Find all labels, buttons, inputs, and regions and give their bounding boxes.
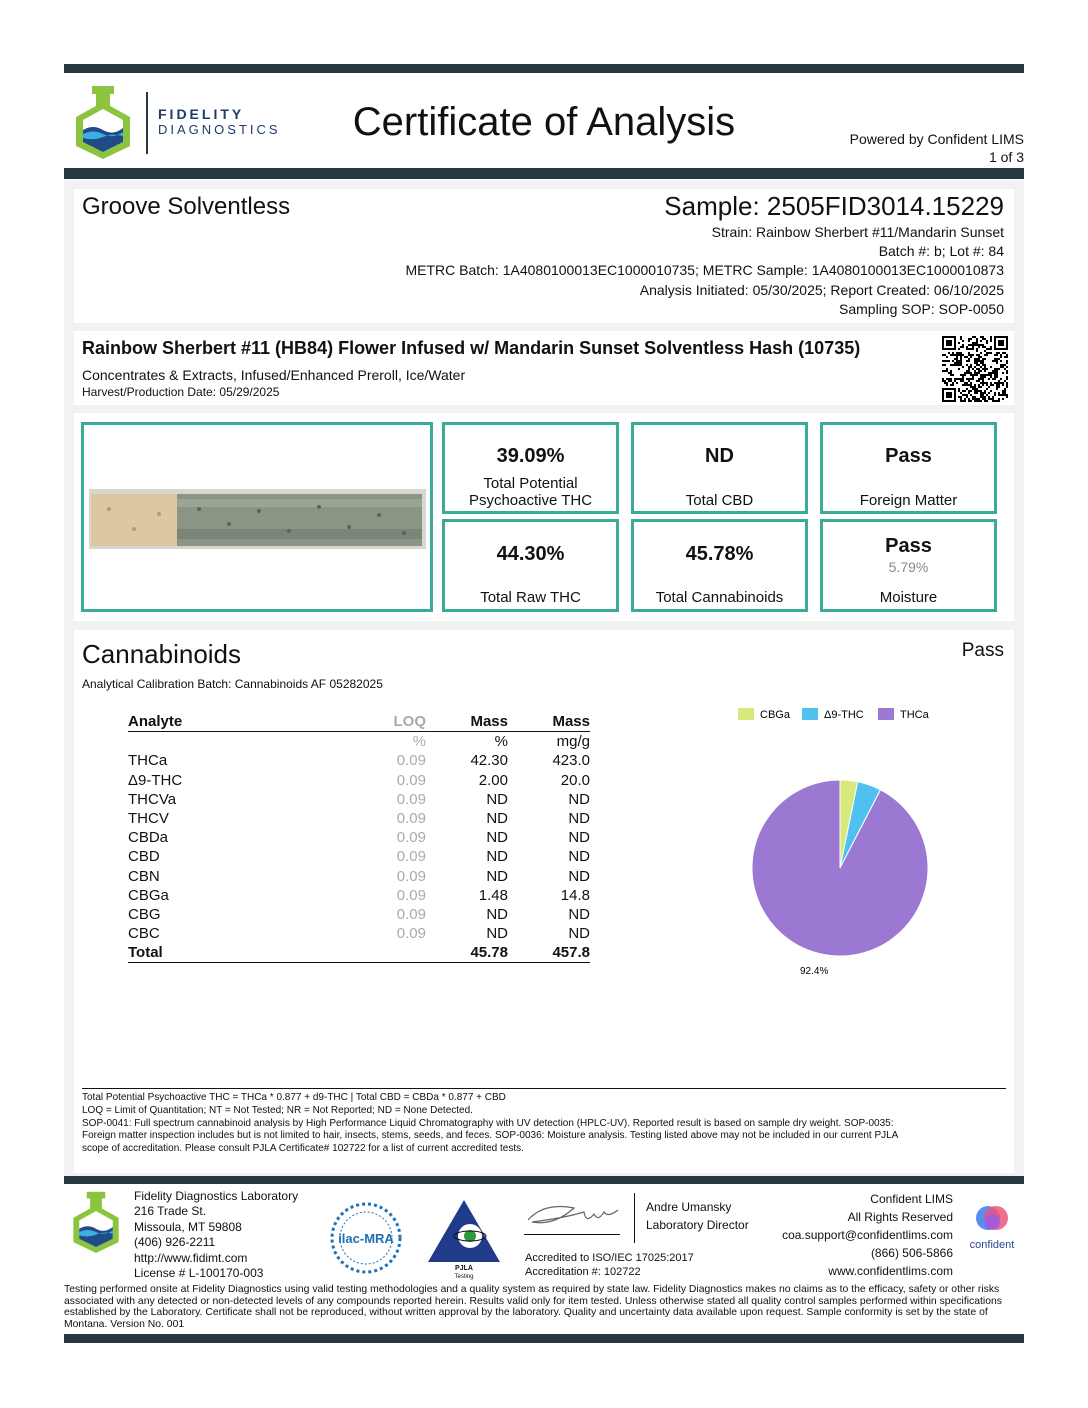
lab-phone: (406) 926-2211: [134, 1235, 216, 1250]
summary-label: Moisture: [879, 589, 938, 606]
analyte-cell: THCVa: [128, 790, 177, 808]
summary-total-cbd: [631, 422, 808, 514]
analyte-cell: CBGa: [128, 886, 169, 904]
loq-cell: 0.09: [396, 867, 426, 885]
table-row: [128, 867, 590, 886]
table-row: [128, 828, 590, 847]
cannabinoid-table: [128, 712, 590, 963]
product-image-box: [81, 422, 433, 612]
calibration-batch: Analytical Calibration Batch: Cannabinoids AF 05282025: [82, 677, 383, 691]
director-name: Andre Umansky: [646, 1200, 732, 1214]
table-row: [128, 886, 590, 905]
table-row: [128, 905, 590, 924]
note-line: Total Potential Psychoactive THC = THCa * 0.877 + d9-THC | Total CBD = CBDa * 0.877 + CBD: [82, 1092, 506, 1103]
mass-mg-cell: ND: [568, 829, 590, 847]
header-mass-mg: Mass: [552, 713, 590, 731]
units-row: [128, 732, 590, 752]
pjla-sub-text: Testing: [454, 1274, 474, 1280]
qr-code-icon: [942, 336, 1008, 402]
note-line: SOP-0041: Full spectrum cannabinoid analysis by High Performance Liquid Chromatography with UV detection (HPLC-UV). Reported result is based on sample dry weight. SOP-0035:: [82, 1117, 894, 1129]
bottom-bar: [64, 1334, 1024, 1343]
metrc: METRC Batch: 1A4080100013EC1000010735; METRC Sample: 1A4080100013EC1000010873: [405, 262, 1004, 278]
mass-mg-cell: ND: [568, 867, 590, 885]
summary-value: Pass: [885, 535, 932, 557]
analyte-cell: CBG: [128, 905, 161, 923]
summary-value: Pass: [885, 445, 932, 467]
loq-cell: 0.09: [396, 771, 426, 789]
lab-website[interactable]: http://www.fidimt.com: [134, 1250, 248, 1265]
pie-slice-thca: [752, 780, 928, 956]
summary-moisture: [820, 519, 997, 612]
lab-street: 216 Trade St.: [134, 1204, 207, 1219]
pie-chart-svg: [714, 700, 1004, 990]
loq-cell: 0.09: [396, 810, 426, 828]
summary-label: Total CBD: [685, 492, 754, 509]
director-title: Laboratory Director: [646, 1218, 749, 1232]
signature: [524, 1198, 624, 1234]
header-analyte: Analyte: [128, 713, 183, 731]
summary-label: Total Raw THC: [480, 589, 581, 606]
analyte-cell: CBDa: [128, 829, 169, 847]
client-panel: [74, 189, 1014, 323]
mass-pct-cell: ND: [486, 829, 508, 847]
unit-cell: %: [494, 733, 508, 751]
unit-cell: mg/g: [556, 733, 590, 751]
legend-swatch: [878, 708, 894, 720]
top-bar: [64, 64, 1024, 73]
mass-pct-cell: ND: [486, 867, 508, 885]
summary-value: 44.30%: [496, 543, 565, 565]
mass-mg-cell: ND: [568, 905, 590, 923]
mass-pct-cell: 42.30: [470, 752, 508, 770]
mass-pct-cell: ND: [486, 810, 508, 828]
analyte-cell: CBN: [128, 867, 160, 885]
mass-pct-cell: 1.48: [478, 886, 508, 904]
mass-pct-cell: 2.00: [478, 771, 508, 789]
confident-website[interactable]: www.confidentlims.com: [828, 1264, 953, 1278]
total-label: Total: [128, 944, 163, 962]
note-line: Foreign matter inspection includes but is not limited to hair, insects, stems, seeds, and feces. SOP-0036: Moisture analysis. Testing listed above may not be included in our current PJLA: [82, 1130, 899, 1142]
footer-logo: [70, 1190, 122, 1259]
product-category: Concentrates & Extracts, Infused/Enhanced Preroll, Ice/Water: [82, 367, 466, 383]
confident-logo: [964, 1202, 1020, 1252]
total-mass-pct: 45.78: [470, 944, 508, 962]
confident-contact: [782, 1190, 953, 1280]
mass-mg-cell: ND: [568, 790, 590, 808]
batch-lot: Batch #: b; Lot #: 84: [878, 243, 1004, 259]
summary-total-cannabinoids: [631, 519, 808, 612]
analysis-dates: Analysis Initiated: 05/30/2025; Report Created: 06/10/2025: [639, 282, 1004, 298]
loq-cell: 0.09: [396, 886, 426, 904]
lab-address: [134, 1189, 298, 1281]
summary-total-raw-thc: [442, 519, 619, 612]
total-mass-mg: 457.8: [552, 944, 590, 962]
flask-icon: [72, 84, 134, 160]
mass-mg-cell: 20.0: [560, 771, 590, 789]
page-title: Certificate of Analysis: [352, 100, 736, 144]
unit-cell: [128, 732, 308, 752]
analyte-cell: CBC: [128, 925, 160, 943]
mass-mg-cell: ND: [568, 925, 590, 943]
mass-pct-cell: ND: [486, 905, 508, 923]
flask-icon: [70, 1190, 122, 1254]
ilac-mra-icon: [328, 1200, 404, 1276]
summary-value: 45.78%: [685, 543, 754, 565]
notes-block: [82, 1092, 1012, 1156]
total-row: [128, 943, 590, 963]
header-loq: LOQ: [393, 713, 426, 731]
legend-label: CBGa: [760, 709, 790, 721]
loq-cell: 0.09: [396, 925, 426, 943]
confident-email[interactable]: coa.support@confidentlims.com: [782, 1228, 953, 1242]
loq-cell: 0.09: [396, 790, 426, 808]
lab-name: Fidelity Diagnostics Laboratory: [134, 1189, 299, 1203]
table-row: [128, 790, 590, 809]
loq-cell: 0.09: [396, 905, 426, 923]
loq-cell: 0.09: [396, 829, 426, 847]
signature-image: [524, 1198, 624, 1234]
notes-rule: [82, 1088, 1006, 1089]
analyte-cell: THCV: [128, 810, 169, 828]
accreditation-number: Accreditation #: 102722: [525, 1266, 641, 1278]
page-number: 1 of 3: [988, 149, 1024, 165]
footer-bar: [64, 1176, 1024, 1184]
table-row: [128, 751, 590, 770]
legend-label: THCa: [900, 709, 929, 721]
loq-cell: 0.09: [396, 752, 426, 770]
logo-divider: [146, 92, 148, 154]
table-header-row: [128, 712, 590, 732]
total-loq: [308, 943, 426, 963]
note-line: scope of accreditation. Please consult PJLA Certificate# 102722 for a list of current accredited tests.: [82, 1143, 524, 1155]
confident-rights: All Rights Reserved: [847, 1210, 953, 1224]
section-status: Pass: [961, 640, 1004, 661]
analyte-cell: THCa: [128, 752, 168, 770]
pjla-logo: [426, 1198, 502, 1280]
legend-swatch: [802, 708, 818, 720]
table-row: [128, 809, 590, 828]
table-row: [128, 924, 590, 943]
confident-name: Confident LIMS: [870, 1192, 953, 1206]
legend-label: Δ9-THC: [824, 709, 864, 721]
logo: [72, 84, 134, 160]
pie-slice-label: 92.4%: [800, 966, 829, 977]
disclaimer: Testing performed onsite at Fidelity Diagnostics using valid testing methodologies and a quality system as required by state law. Fidelity Diagnostics makes no claims as to the efficacy, safety or other risks associated with any detected or non-detected levels of any compounds reported herein. Results valid only for item tested. Unless otherwise stated all quality control samples performed within specifications established by the Laboratory. Certificate shall not be reproduced, without written approval by the laboratory. Quality and uncertainty data available upon request. Sample conformity is set by the state of Montana. Version No. 001: [64, 1284, 1002, 1330]
mass-pct-cell: ND: [486, 848, 508, 866]
qr-code: [942, 336, 1008, 407]
signature-line: [524, 1234, 620, 1235]
confident-phone: (866) 506-5866: [870, 1246, 953, 1260]
client-name: Groove Solventless: [82, 193, 291, 220]
ilac-text: ilac-MRA: [338, 1231, 394, 1246]
pjla-icon: [426, 1198, 502, 1280]
summary-label: Total Cannabinoids: [655, 589, 784, 606]
summary-panel: [74, 413, 1014, 621]
logo-text-1: FIDELITY: [158, 106, 245, 122]
strain: Strain: Rainbow Sherbert #11/Mandarin Sunset: [711, 224, 1004, 240]
summary-total-thc: [442, 422, 619, 514]
confident-logo-text: confident: [969, 1239, 1015, 1251]
confident-logo-icon: [964, 1202, 1020, 1234]
loq-cell: 0.09: [396, 848, 426, 866]
header-bar: [64, 168, 1024, 179]
analyte-cell: CBD: [128, 848, 160, 866]
pjla-text: PJLA: [455, 1265, 473, 1272]
sample-id: Sample: 2505FID3014.15229: [664, 191, 1004, 221]
unit-cell: %: [412, 733, 426, 751]
summary-label: Total Potential Psychoactive THC: [468, 475, 593, 509]
pie-chart: [714, 700, 1004, 990]
table-row: [128, 771, 590, 790]
note-line: LOQ = Limit of Quantitation; NT = Not Tested; NR = Not Reported; ND = None Detected.: [82, 1104, 473, 1116]
product-name: Rainbow Sherbert #11 (HB84) Flower Infused w/ Mandarin Sunset Solventless Hash (10735): [82, 338, 861, 358]
summary-sub-value: 5.79%: [888, 559, 929, 575]
mass-pct-cell: ND: [486, 925, 508, 943]
lab-license: License # L-100170-003: [134, 1266, 264, 1281]
mass-mg-cell: 14.8: [560, 886, 590, 904]
powered-by: Powered by Confident LIMS: [849, 131, 1024, 147]
mass-mg-cell: ND: [568, 810, 590, 828]
summary-foreign-matter: [820, 422, 997, 514]
legend-swatch: [738, 708, 754, 720]
header-mass-pct: Mass: [470, 713, 508, 731]
mass-mg-cell: ND: [568, 848, 590, 866]
summary-label: Foreign Matter: [859, 492, 958, 509]
summary-value: 39.09%: [496, 445, 565, 467]
signature-divider: [634, 1193, 635, 1243]
mass-pct-cell: ND: [486, 790, 508, 808]
section-title: Cannabinoids: [82, 639, 242, 669]
accreditation-iso: Accredited to ISO/IEC 17025:2017: [525, 1252, 694, 1264]
table-row: [128, 847, 590, 866]
product-panel: [74, 331, 1014, 405]
analyte-cell: Δ9-THC: [128, 771, 183, 789]
logo-text-2: DIAGNOSTICS: [158, 122, 281, 137]
preroll-image: [89, 489, 426, 549]
mass-mg-cell: 423.0: [552, 752, 590, 770]
sampling-sop: Sampling SOP: SOP-0050: [839, 301, 1004, 317]
harvest-date: Harvest/Production Date: 05/29/2025: [82, 385, 280, 399]
summary-value: ND: [705, 445, 734, 467]
lab-city: Missoula, MT 59808: [134, 1219, 242, 1234]
ilac-logo: [328, 1200, 404, 1276]
